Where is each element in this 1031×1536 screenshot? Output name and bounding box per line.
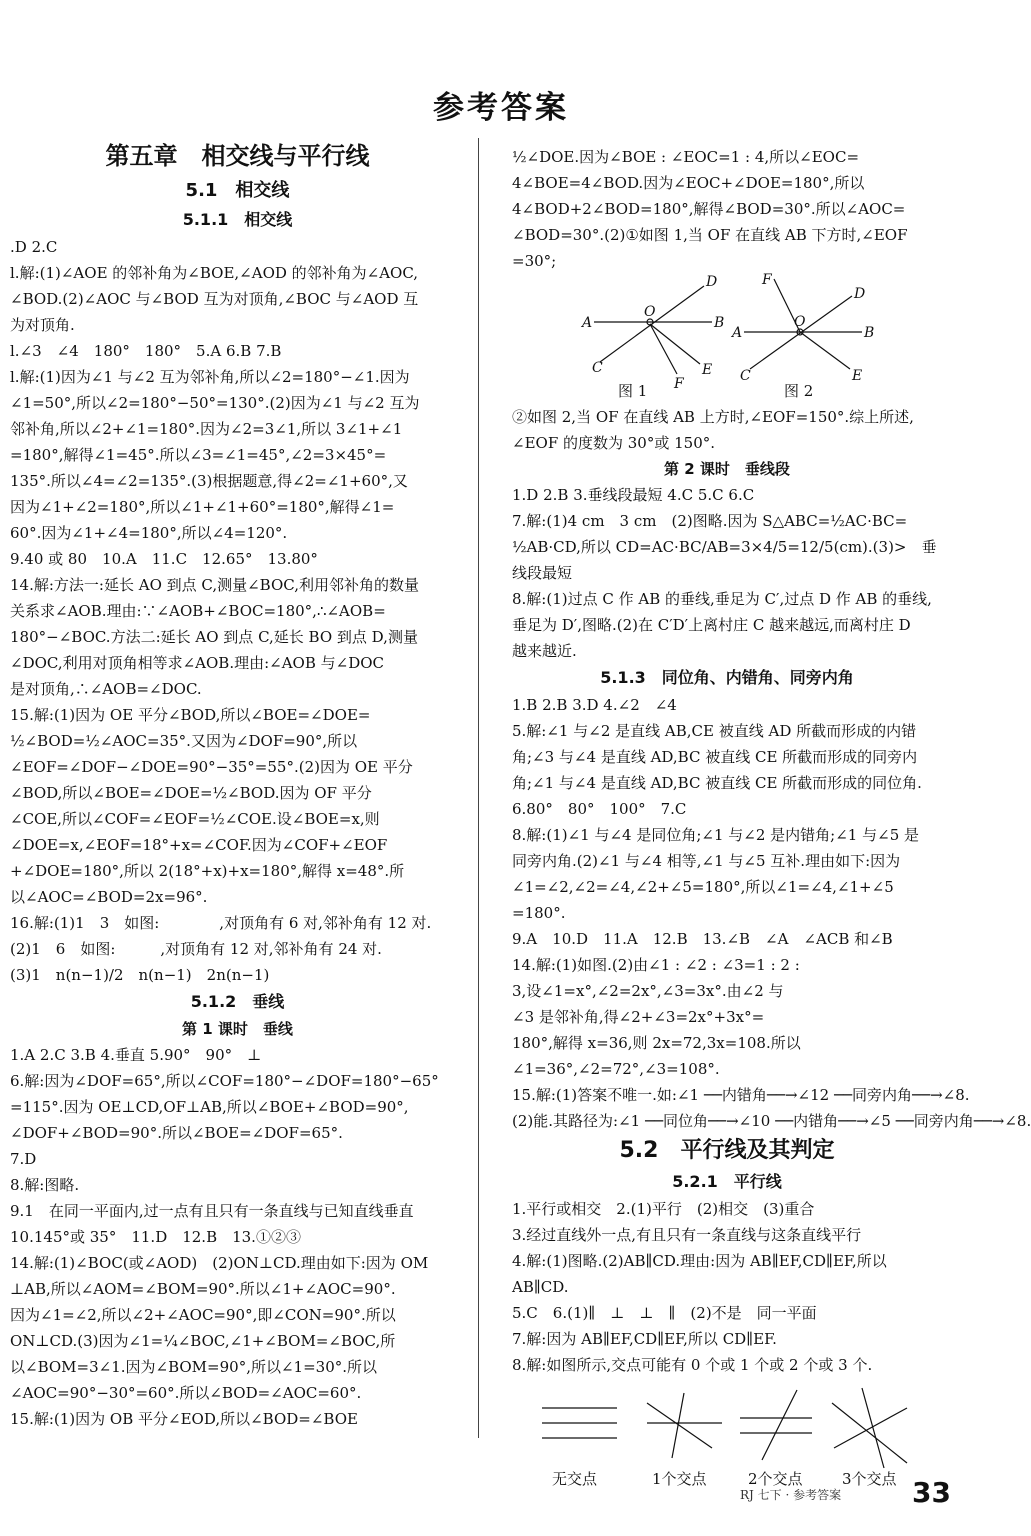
subsection-heading: 5.1.1 相交线 — [182, 210, 293, 229]
answer-line: 15.解:(1)因为 OB 平分∠EOD,所以∠BOD=∠BOE — [10, 1410, 358, 1428]
answer-line: (2)1 6 如图: ,对顶角有 12 对,邻补角有 24 对. — [10, 940, 382, 958]
angle-figures-svg — [512, 274, 942, 404]
answer-line: 8.解:如图所示,交点可能有 0 个或 1 个或 2 个或 3 个. — [512, 1356, 873, 1374]
answer-block — [512, 482, 942, 664]
fig1-label: A — [582, 315, 593, 331]
answer-line: 8.解:(1)过点 C 作 AB 的垂线,垂足为 C′,过点 D 作 AB 的垂线, — [512, 590, 932, 608]
answer-line: 7.解:(1)4 cm 3 cm (2)图略.因为 S△ABC=½AC·BC= — [512, 512, 908, 530]
answer-line: ∠1=36°,∠2=72°,∠3=108°. — [512, 1060, 720, 1078]
fig1-label: O — [644, 304, 656, 320]
answer-line: 15.解:(1)答案不唯一.如:∠1 ──内错角──→∠12 ──同旁内角──→∠8. — [512, 1086, 970, 1104]
answer-line: 14.解:方法一:延长 AO 到点 C,测量∠BOC,利用邻补角的数量 — [10, 576, 419, 594]
answer-line: ∠DOE=x,∠EOF=18°+x=∠COF.因为∠COF+∠EOF — [10, 836, 388, 854]
lesson-heading: 第 2 课时 垂线段 — [664, 460, 790, 478]
fig2-label: F — [762, 272, 772, 288]
answer-line: 为对顶角. — [10, 316, 75, 334]
fig2-label: O — [794, 314, 806, 330]
answer-line: 7.解:因为 AB∥EF,CD∥EF,所以 CD∥EF. — [512, 1330, 777, 1348]
angle-figures — [512, 274, 942, 404]
answer-line: ∠BOD,所以∠BOE=∠DOE=½∠BOD.因为 OF 平分 — [10, 784, 372, 802]
fig1-label: D — [706, 274, 718, 290]
answer-line: 邻补角,所以∠2+∠1=180°.因为∠2=3∠1,所以 3∠1+∠1 — [10, 420, 403, 438]
fig1-label: B — [714, 315, 725, 331]
page-footer: RJ 七下 · 参考答案 — [740, 1488, 842, 1502]
answer-line: ½AB·CD,所以 CD=AC·BC/AB=3×4/5=12/5(cm).(3)> 垂 — [512, 538, 937, 556]
answer-line: 3,设∠1=x°,∠2=2x°,∠3=3x°.由∠2 与 — [512, 982, 784, 1000]
lesson-heading: 第 1 课时 垂线 — [182, 1020, 293, 1038]
answer-block — [10, 234, 465, 988]
fig1-ray-oe — [650, 324, 700, 364]
answer-line: 14.解:(1)如图.(2)由∠1 : ∠2 : ∠3=1 : 2 : — [512, 956, 800, 974]
page-title: 参考答案 — [433, 90, 569, 126]
answer-line: 1.D 2.B 3.垂线段最短 4.C 5.C 6.C — [512, 486, 755, 504]
fig1-label: E — [702, 362, 713, 378]
section-heading: 5.2 平行线及其判定 — [619, 1138, 835, 1163]
line-b — [832, 1403, 907, 1463]
answer-line: l.∠3 ∠4 180° 180° 5.A 6.B 7.B — [10, 342, 282, 360]
answer-line: 1.B 2.B 3.D 4.∠2 ∠4 — [512, 696, 677, 714]
answer-line: 1.A 2.C 3.B 4.垂直 5.90° 90° ⊥ — [10, 1046, 262, 1064]
answer-line: 因为∠1+∠2=180°,所以∠1+∠1+60°=180°,解得∠1= — [10, 498, 395, 516]
answer-line: ⊥AB,所以∠AOM=∠BOM=90°.所以∠1+∠AOC=90°. — [10, 1280, 396, 1298]
answer-line: ∠DOC,利用对顶角相等求∠AOB.理由:∠AOB 与∠DOC — [10, 654, 385, 672]
answer-line: 180°,解得 x=36,则 2x=72,3x=108.所以 — [512, 1034, 801, 1052]
answer-line: 1.平行或相交 2.(1)平行 (2)相交 (3)重合 — [512, 1200, 815, 1218]
answer-line: l.解:(1)∠AOE 的邻补角为∠BOE,∠AOD 的邻补角为∠AOC, — [10, 264, 419, 282]
answer-line: AB∥CD. — [512, 1278, 569, 1296]
figure-caption: 3个交点 — [842, 1470, 897, 1488]
answer-line: 角;∠1 与∠4 是直线 AD,BC 被直线 CE 所截而形成的同位角. — [512, 774, 922, 792]
fig1-label: C — [592, 360, 603, 376]
answer-line: =180°,解得∠1=45°.所以∠3=∠1=45°,∠2=3×45°= — [10, 446, 387, 464]
answer-line: ½∠BOD=½∠AOC=35°.又因为∠DOF=90°,所以 — [10, 732, 358, 750]
subsection-heading: 5.2.1 平行线 — [672, 1172, 782, 1191]
answer-line: =180°. — [512, 904, 566, 922]
answer-line: 角;∠3 与∠4 是直线 AD,BC 被直线 CE 所截而形成的同旁内 — [512, 748, 918, 766]
figure-caption: 图 1 — [618, 382, 648, 400]
fig2-label: C — [740, 368, 751, 384]
fig2-label: B — [864, 325, 875, 341]
answer-line: 3.经过直线外一点,有且只有一条直线与这条直线平行 — [512, 1226, 862, 1244]
answer-line: (2)能.其路径为:∠1 ──同位角──→∠10 ──内错角──→∠5 ──同旁内角──→∠8. — [512, 1112, 1031, 1130]
answer-line: 5.解:∠1 与∠2 是直线 AB,CE 被直线 AD 所截而形成的内错 — [512, 722, 917, 740]
answer-line: ∠3 是邻补角,得∠2+∠3=2x°+3x°= — [512, 1008, 765, 1026]
answer-line: ∠EOF=∠DOF−∠DOE=90°−35°=55°.(2)因为 OE 平分 — [10, 758, 413, 776]
answer-line: 6.80° 80° 100° 7.C — [512, 800, 687, 818]
figure-caption: 1个交点 — [652, 1470, 707, 1488]
fig2-label: D — [854, 286, 866, 302]
figure-caption: 图 2 — [784, 382, 814, 400]
answer-line: 9.40 或 80 10.A 11.C 12.65° 13.80° — [10, 550, 318, 568]
answer-block — [512, 404, 942, 456]
fig2-label: A — [732, 325, 743, 341]
answer-line: ½∠DOE.因为∠BOE : ∠EOC=1 : 4,所以∠EOC= — [512, 148, 860, 166]
line-c — [762, 1390, 797, 1460]
answer-line: 5.C 6.(1)∥ ⊥ ⊥ ∥ (2)不是 同一平面 — [512, 1304, 817, 1322]
answer-line: ∠BOD.(2)∠AOC 与∠BOD 互为对顶角,∠BOC 与∠AOD 互 — [10, 290, 419, 308]
column-divider — [478, 138, 479, 1438]
answer-line: ∠1=∠2,∠2=∠4,∠2+∠5=180°,所以∠1=∠4,∠1+∠5 — [512, 878, 894, 896]
line-b — [672, 1393, 684, 1458]
answer-line: 以∠BOM=3∠1.因为∠BOM=90°,所以∠1=30°.所以 — [10, 1358, 378, 1376]
answer-line: +∠DOE=180°,所以 2(18°+x)+x=180°,解得 x=48°.所 — [10, 862, 405, 880]
answer-line: 15.解:(1)因为 OE 平分∠BOD,所以∠BOE=∠DOE= — [10, 706, 371, 724]
fig1-label: F — [674, 376, 684, 392]
answer-line: 4∠BOE=4∠BOD.因为∠EOC+∠DOE=180°,所以 — [512, 174, 865, 192]
answer-line: ∠DOF+∠BOD=90°.所以∠BOE=∠DOF=65°. — [10, 1124, 343, 1142]
answer-line: ∠AOC=90°−30°=60°.所以∠BOD=∠AOC=60°. — [10, 1384, 362, 1402]
answer-line: ∠EOF 的度数为 30°或 150°. — [512, 434, 716, 452]
answer-line: 10.145°或 35° 11.D 12.B 13.①②③ — [10, 1228, 301, 1246]
answer-line: 因为∠1=∠2,所以∠2+∠AOC=90°,即∠CON=90°.所以 — [10, 1306, 396, 1324]
answer-line: 135°.所以∠4=∠2=135°.(3)根据题意,得∠2=∠1+60°,又 — [10, 472, 408, 490]
answer-line: 60°.因为∠1+∠4=180°,所以∠4=120°. — [10, 524, 288, 542]
answer-line: 14.解:(1)∠BOC(或∠AOD) (2)ON⊥CD.理由如下:因为 OM — [10, 1254, 429, 1272]
answer-line: 180°−∠BOC.方法二:延长 AO 到点 C,延长 BO 到点 D,测量 — [10, 628, 418, 646]
chapter-heading: 第五章 相交线与平行线 — [105, 142, 370, 170]
answer-line: 线段最短 — [512, 564, 573, 582]
answer-line: 7.D — [10, 1150, 37, 1168]
section-heading: 5.1 相交线 — [185, 180, 290, 201]
answer-line: 8.解:图略. — [10, 1176, 80, 1194]
answer-line: ∠BOD=30°.(2)①如图 1,当 OF 在直线 AB 下方时,∠EOF — [512, 226, 908, 244]
intersection-figures — [512, 1378, 942, 1488]
answer-block — [512, 692, 1031, 1134]
answer-line: 8.解:(1)∠1 与∠4 是同位角;∠1 与∠2 是内错角;∠1 与∠5 是 — [512, 826, 920, 844]
answer-line: 4.解:(1)图略.(2)AB∥CD.理由:因为 AB∥EF,CD∥EF,所以 — [512, 1252, 887, 1270]
answer-block — [512, 144, 942, 274]
subsection-heading: 5.1.3 同位角、内错角、同旁内角 — [600, 668, 854, 687]
answer-line: 9.1 在同一平面内,过一点有且只有一条直线与已知直线垂直 — [10, 1202, 414, 1220]
figure-caption: 无交点 — [552, 1470, 598, 1488]
answer-line: ON⊥CD.(3)因为∠1=¼∠BOC,∠1+∠BOM=∠BOC,所 — [10, 1332, 396, 1350]
right-column — [512, 144, 1031, 1488]
answer-line: (3)1 n(n−1)/2 n(n−1) 2n(n−1) — [10, 966, 270, 984]
answer-line: 16.解:(1)1 3 如图: ,对顶角有 6 对,邻补角有 12 对. — [10, 914, 432, 932]
fig2-ray-oe — [800, 332, 850, 369]
figure-caption: 2个交点 — [748, 1470, 803, 1488]
answer-block — [10, 1042, 465, 1432]
left-column — [10, 138, 465, 1432]
answer-line: 4∠BOD+2∠BOD=180°,解得∠BOD=30°.所以∠AOC= — [512, 200, 906, 218]
line-a — [647, 1403, 712, 1448]
answer-line: 是对顶角,∴∠AOB=∠DOC. — [10, 680, 202, 698]
answer-line: =115°.因为 OE⊥CD,OF⊥AB,所以∠BOE+∠BOD=90°, — [10, 1098, 409, 1116]
answer-line: ∠COE,所以∠COF=∠EOF=½∠COE.设∠BOE=x,则 — [10, 810, 380, 828]
answer-line: .D 2.C — [10, 238, 58, 256]
answer-line: 越来越近. — [512, 642, 577, 660]
answer-line: 同旁内角.(2)∠1 与∠4 相等,∠1 与∠5 互补.理由如下:因为 — [512, 852, 901, 870]
answer-line: 垂足为 D′,图略.(2)在 C′D′上离村庄 C 越来越远,而离村庄 D — [512, 616, 911, 634]
answer-line: 以∠AOC=∠BOD=2x=96°. — [10, 888, 208, 906]
line-a — [862, 1388, 884, 1468]
answer-line: ∠1=50°,所以∠2=180°−50°=130°.(2)因为∠1 与∠2 互为 — [10, 394, 420, 412]
answer-line: 关系求∠AOB.理由:∵∠AOB+∠BOC=180°,∴∠AOB= — [10, 602, 386, 620]
answer-block — [512, 1196, 942, 1378]
answer-line: 9.A 10.D 11.A 12.B 13.∠B ∠A ∠ACB 和∠B — [512, 930, 893, 948]
page-number: 33 — [912, 1476, 951, 1509]
fig2-label: E — [852, 368, 863, 384]
fig1-ray-of — [650, 324, 677, 374]
answer-line: ②如图 2,当 OF 在直线 AB 上方时,∠EOF=150°.综上所述, — [512, 408, 914, 426]
answer-line: 6.解:因为∠DOF=65°,所以∠COF=180°−∠DOF=180°−65° — [10, 1072, 439, 1090]
answer-line: =30°; — [512, 252, 557, 270]
answer-line: l.解:(1)因为∠1 与∠2 互为邻补角,所以∠2=180°−∠1.因为 — [10, 368, 410, 386]
subsection-heading: 5.1.2 垂线 — [190, 992, 285, 1011]
